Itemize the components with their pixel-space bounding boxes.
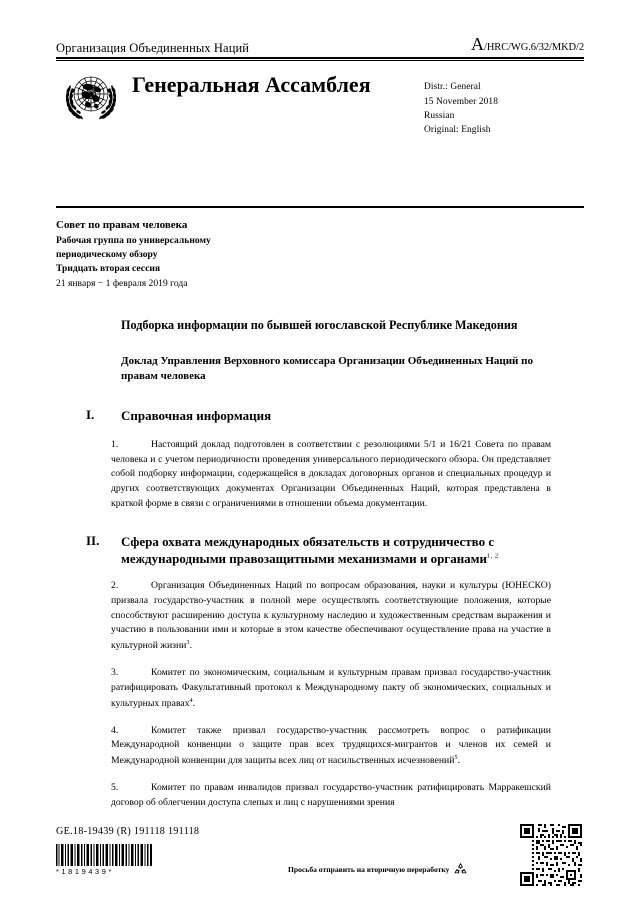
paragraph-text-5: Комитет по правам инвалидов призвал государство-участник ратифицировать Марракешский договор об облегчении доступа слепых и лиц с нарушениями зрения bbox=[111, 782, 551, 808]
paragraph-number-3: 3. bbox=[111, 667, 119, 679]
barcode-digits: *1819439* bbox=[56, 867, 114, 876]
council-name: Совет по правам человека bbox=[56, 219, 188, 231]
qr-code bbox=[518, 822, 584, 888]
section-numeral-2: II. bbox=[86, 532, 100, 548]
paragraph-number-2: 2. bbox=[111, 580, 119, 592]
section-heading-1 bbox=[86, 407, 551, 424]
recycle-notice bbox=[288, 862, 468, 877]
masthead bbox=[56, 34, 584, 138]
masthead-divider bbox=[56, 57, 584, 61]
paragraph-text-1: Настоящий доклад подготовлен в соответствии с резолюциями 5/1 и 16/21 Совета по правам человека и с учетом периодичности проведения универсального периодического обзора. Он представляет собой подборку информации, содержащейся в докладах договорных органов и специальных процедур и других соответствующих документах Организации Объединенных Наций, которая представлена в краткой форме в связи с ограничениями в отношении объема документации. bbox=[111, 439, 551, 509]
paragraph-text-2: Организация Объединенных Наций по вопросам образования, науки и культуры (ЮНЕСКО) призвала государство-участник в полной мере осуществлять соответствующие положения, которые способствуют расширению доступа к культурному наследию и художественным средствам выражения и участию в пользовании ими и которые в этом качестве обеспечивают осуществление права на участие в культурной жизни bbox=[111, 580, 551, 652]
session-dates: 21 января − 1 февраля 2019 года bbox=[56, 277, 188, 289]
un-emblem-icon bbox=[60, 68, 122, 123]
document-symbol bbox=[471, 35, 584, 54]
paragraph-2-footnote: 3 bbox=[186, 639, 190, 647]
paragraph-2: 2. Организация Объединенных Наций по вопросам образования, науки и культуры (ЮНЕСКО) призвала государство-участник в полной мере осуществлять соответствующие положения, которые способствуют расширению доступа к культурному наследию и художественным средствам выражения и участию в пользовании ими и которые в этом качестве обеспечивают осуществление права на участие в культурной жизни$^3$. bbox=[111, 580, 551, 652]
section-title-2 bbox=[121, 533, 551, 568]
organization-name: Организация Объединенных Наций bbox=[56, 40, 250, 55]
working-group-line-1: Рабочая группа по универсальному bbox=[56, 234, 211, 246]
section-heading-2 bbox=[86, 533, 551, 568]
session-number: Тридцать вторая сессия bbox=[56, 263, 161, 275]
working-group-line-2: периодическому обзору bbox=[56, 249, 158, 261]
distribution-language: Russian bbox=[424, 110, 455, 121]
title-block bbox=[121, 317, 551, 385]
general-assembly-title: Генеральная Ассамблея bbox=[132, 72, 371, 98]
job-number: GE.18-19439 (R) 191118 191118 bbox=[56, 826, 200, 837]
distribution-date: 15 November 2018 bbox=[424, 96, 498, 107]
document-body bbox=[56, 218, 584, 811]
paragraph-3: 3. Комитет по экономическим, социальным и культурным правам призвал государство-участник ратифицировать Факультативный протокол к Международному пакту об экономических, социальных и культурных правах$^4$. bbox=[111, 667, 551, 709]
document-symbol-rest: /HRC/WG.6/32/MKD/2 bbox=[484, 42, 584, 53]
paragraph-text-4: Комитет также призвал государство-участник рассмотреть вопрос о ратификации Международной конвенции о защите прав всех трудящихся-мигрантов и членов их семей и Международной конвенции для защиты всех лиц от насильственных исчезновений bbox=[111, 724, 551, 767]
paragraph-5 bbox=[111, 781, 551, 810]
section-title-2-text: Сфера охвата международных обязательств и сотрудничество с международными правозащитными механизмами и органами bbox=[121, 533, 495, 566]
distribution-original: Original: English bbox=[424, 125, 491, 136]
recycle-icon bbox=[453, 862, 468, 877]
general-assembly-block bbox=[56, 68, 584, 137]
page-footer bbox=[56, 826, 584, 876]
paragraph-number-1: 1. bbox=[111, 439, 119, 451]
recycle-text: Просьба отправить на вторичную переработку bbox=[288, 865, 450, 874]
distribution-block bbox=[424, 80, 584, 137]
paragraph-number-5: 5. bbox=[111, 782, 119, 794]
header-body-divider bbox=[56, 206, 584, 208]
section-title-1: Справочная информация bbox=[121, 407, 272, 423]
paragraph-4: 4. Комитет также призвал государство-участник рассмотреть вопрос о ратификации Международной конвенции о защите прав всех трудящихся-мигрантов и членов их семей и Международной конвенции для защиты всех лиц от насильственных исчезновений$^5$. bbox=[111, 724, 551, 767]
session-block bbox=[56, 218, 584, 291]
page-subtitle: Доклад Управления Верховного комиссара Организации Объединенных Наций по правам человека bbox=[121, 354, 533, 383]
paragraph-number-4: 4. bbox=[111, 724, 119, 736]
document-symbol-prefix: A bbox=[471, 34, 484, 54]
page-title: Подборка информации по бывшей югославской Республике Македония bbox=[121, 317, 518, 332]
paragraph-3-footnote: 4 bbox=[189, 696, 193, 704]
barcode bbox=[56, 844, 152, 876]
paragraph-4-footnote: 5 bbox=[454, 754, 458, 762]
section-2-footnote-markers: 1, 2 bbox=[487, 552, 499, 560]
distribution-line: Distr.: General bbox=[424, 82, 481, 93]
paragraph-1 bbox=[111, 438, 551, 512]
section-numeral-1: I. bbox=[86, 406, 95, 422]
masthead-top-row bbox=[56, 34, 584, 54]
paragraph-text-3: Комитет по экономическим, социальным и культурным правам призвал государство-участник ратифицировать Факультативный протокол к Международному пакту об экономических, социальных и культурных правах bbox=[111, 667, 551, 709]
